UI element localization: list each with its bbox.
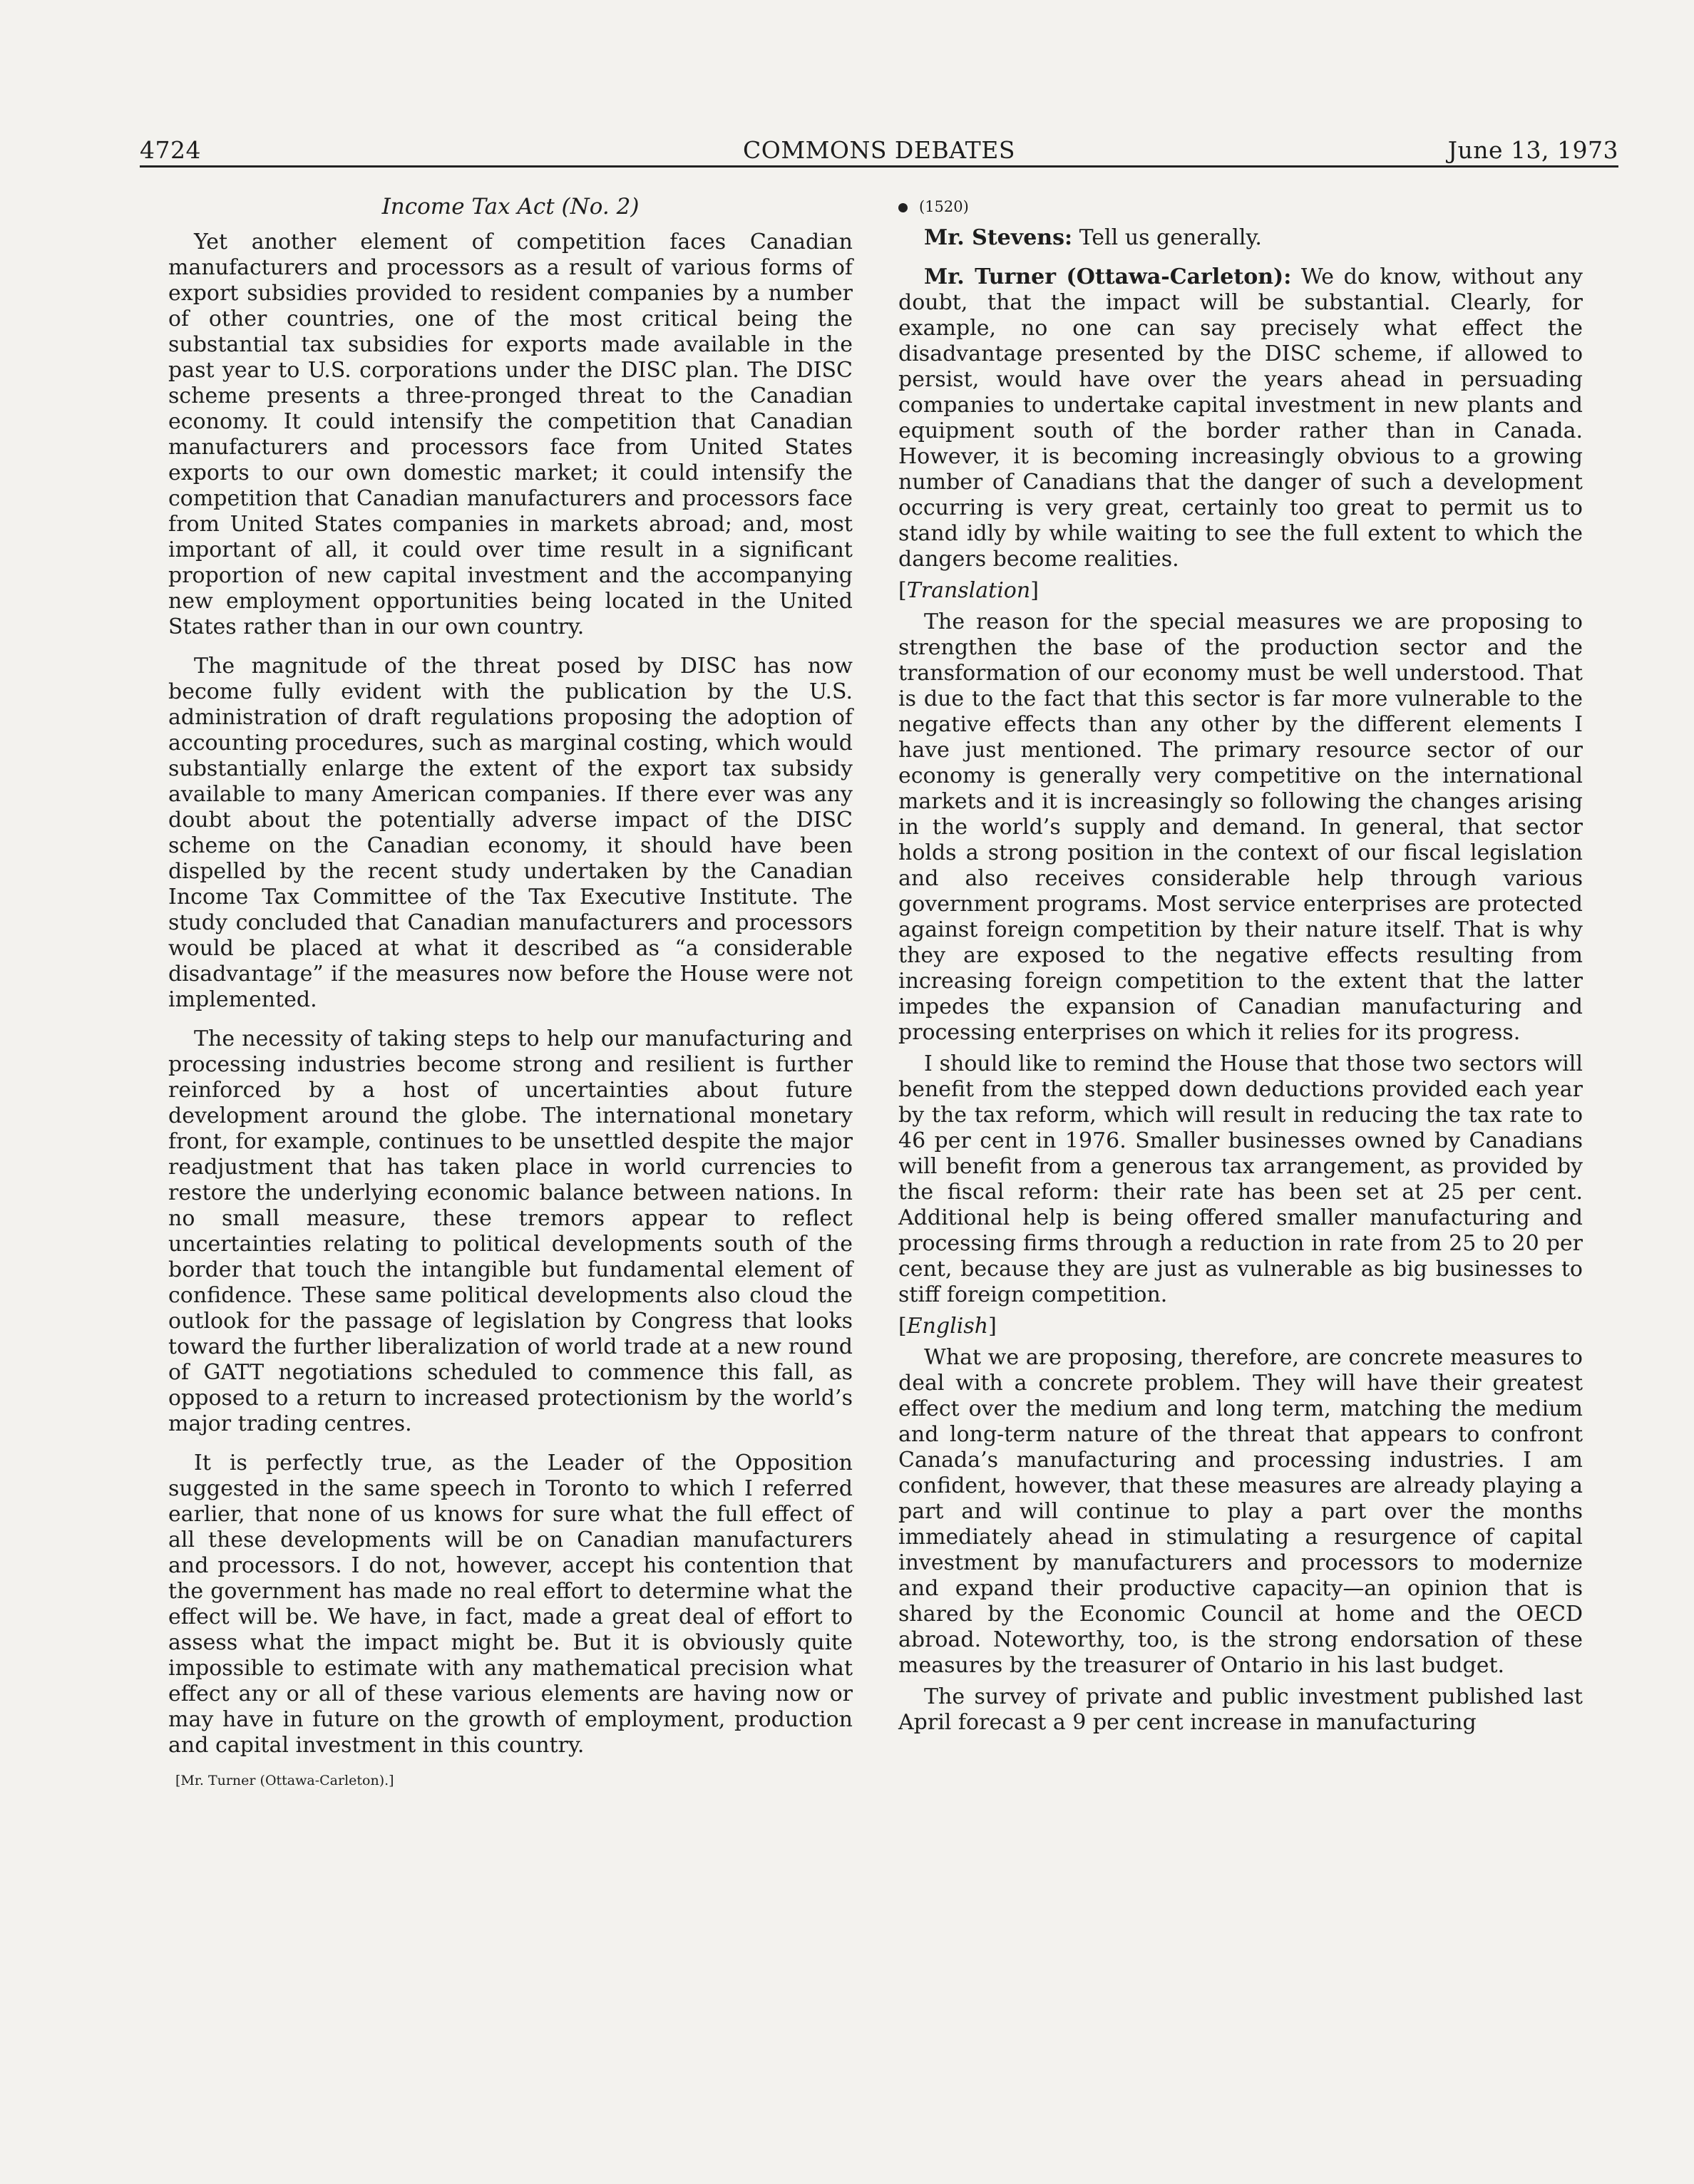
translation-marker-text: Translation: [906, 578, 1031, 603]
english-marker-text: English: [906, 1314, 989, 1339]
header-rule: [140, 165, 1618, 168]
publication-title: COMMONS DEBATES: [743, 136, 1015, 164]
running-header: [140, 134, 1618, 167]
translation-marker: [Translation]: [898, 578, 1039, 603]
bullet-icon: [898, 203, 908, 212]
right-column: [898, 185, 1583, 1741]
speech-text: Tell us generally.: [1079, 225, 1262, 250]
time-stamp-text: (1520): [919, 198, 969, 215]
paragraph: What we are proposing, therefore, are concrete measures to deal with a concrete problem. They will have their greatest effect over the medium and long term, matching the medium and long-term nature of the threat that appears to confront Canada’s manufacturing and processing industries. I am confident, however, that these measures are already playing a part and will continue to play a part over the months immediately ahead in stimulating a resurgence of capital investment by manufacturers and processors to modernize and expand their productive capacity—an opinion that is shared by the Economic Council at home and the OECD abroad. Noteworthy, too, is the strong endorsation of these measures by the treasurer of Ontario in his last budget.: [898, 1345, 1583, 1678]
paragraph: Yet another element of competition faces Canadian manufacturers and processors as a result of various forms of export subsidies provided to resident companies by a number of other countries, one of the most critical being the substantial tax subsidies for exports made available in the past year to U.S. corporations under the DISC plan. The DISC scheme presents a three-pronged threat to the Canadian economy. It could intensify the competition that Canadian manufacturers and processors face from United States exports to our own domestic market; it could intensify the competition that Canadian manufacturers and processors face from United States companies in markets abroad; and, most important of all, it could over time result in a significant proportion of new capital investment and the accompanying new employment opportunities being located in the United States rather than in our own country.: [168, 230, 853, 639]
english-marker: [English]: [898, 1314, 997, 1339]
paragraph: The reason for the special measures we are proposing to strengthen the base of the production sector and the transformation of our economy must be well understood. That is due to the fact that this sector is far more vulnerable to the negative effects than any other by the different elements I have just mentioned. The primary resource sector of our economy is generally very competitive on the international markets and it is increasingly so following the changes arising in the world’s supply and demand. In general, that sector holds a strong position in the context of our fiscal legislation and also receives considerable help through various government programs. Most service enterprises are protected against foreign competition by their nature itself. That is why they are exposed to the negative effects resulting from increasing foreign competition to the extent that the latter impedes the expansion of Canadian manufacturing and processing enterprises on which it relies for its progress.: [898, 609, 1583, 1045]
speaker-attribution: [Mr. Turner (Ottawa-Carleton).]: [175, 1773, 394, 1788]
page-number: 4724: [140, 136, 201, 164]
publication-date: June 13, 1973: [1447, 136, 1618, 164]
paragraph: I should like to remind the House that those two sectors will benefit from the stepped down deductions provided each year by the tax reform, which will result in reducing the tax rate to 46 per cent in 1976. Smaller businesses owned by Canadians will benefit from a generous tax arrangement, as provided by the fiscal reform: their rate has been set at 25 per cent. Additional help is being offered smaller manufacturing and processing firms through a reduction in rate from 25 to 20 per cent, because they are just as vulnerable as big businesses to stiff foreign competition.: [898, 1051, 1583, 1307]
section-title: Income Tax Act (No. 2): [381, 194, 640, 220]
paragraph: The survey of private and public investment published last April forecast a 9 per cent increase in manufacturing: [898, 1684, 1583, 1735]
left-column: [168, 185, 853, 1789]
speaker-name: Mr. Stevens:: [924, 225, 1073, 250]
paragraph: The necessity of taking steps to help our manufacturing and processing industries become strong and resilient is further reinforced by a host of uncertainties about future development around the globe. The international monetary front, for example, continues to be unsettled despite the major readjustment that has taken place in world currencies to restore the underlying economic balance between nations. In no small measure, these tremors appear to reflect uncertainties relating to political developments south of the border that touch the intangible but fundamental element of confidence. These same political developments also cloud the outlook for the passage of legislation by Congress that looks toward the further liberalization of world trade at a new round of GATT negotiations scheduled to commence this fall, as opposed to a return to increased protectionism by the world’s major trading centres.: [168, 1026, 853, 1436]
paragraph: The magnitude of the threat posed by DISC has now become fully evident with the publication by the U.S. administration of draft regulations proposing the adoption of accounting procedures, such as marginal costing, which would substantially enlarge the extent of the export tax subsidy available to many American companies. If there ever was any doubt about the potentially adverse impact of the DISC scheme on the Canadian economy, it should have been dispelled by the recent study undertaken by the Canadian Income Tax Committee of the Tax Executive Institute. The study concluded that Canadian manufacturers and processors would be placed at what it described as “a considerable disadvantage” if the measures now before the House were not implemented.: [168, 654, 853, 1012]
speech-text: We do know, without any doubt, that the impact will be substantial. Clearly, for example, no one can say precisely what effect the disadvantage presented by the DISC scheme, if allowed to persist, would have over the years ahead in persuading companies to undertake capital investment in new plants and equipment south of the border rather than in Canada. However, it is becoming increasingly obvious to a growing number of Canadians that the danger of such a development occurring is very great, certainly too great to permit us to stand idly by while waiting to see the full extent to which the dangers become realities.: [898, 264, 1583, 572]
speech-turner: [898, 264, 1583, 572]
time-stamp: [898, 192, 1583, 221]
speaker-name: Mr. Turner (Ottawa-Carleton):: [924, 264, 1292, 289]
paragraph: It is perfectly true, as the Leader of the Opposition suggested in the same speech in Toronto to which I referred earlier, that none of us knows for sure what the full effect of all these developments will be on Canadian manufacturers and processors. I do not, however, accept his contention that the government has made no real effort to determine what the effect will be. We have, in fact, made a great deal of effort to assess what the impact might be. But it is obviously quite impossible to estimate with any mathematical precision what effect any or all of these various elements are having now or may have in future on the growth of employment, production and capital investment in this country.: [168, 1451, 853, 1758]
speech-stevens: [898, 225, 1583, 251]
